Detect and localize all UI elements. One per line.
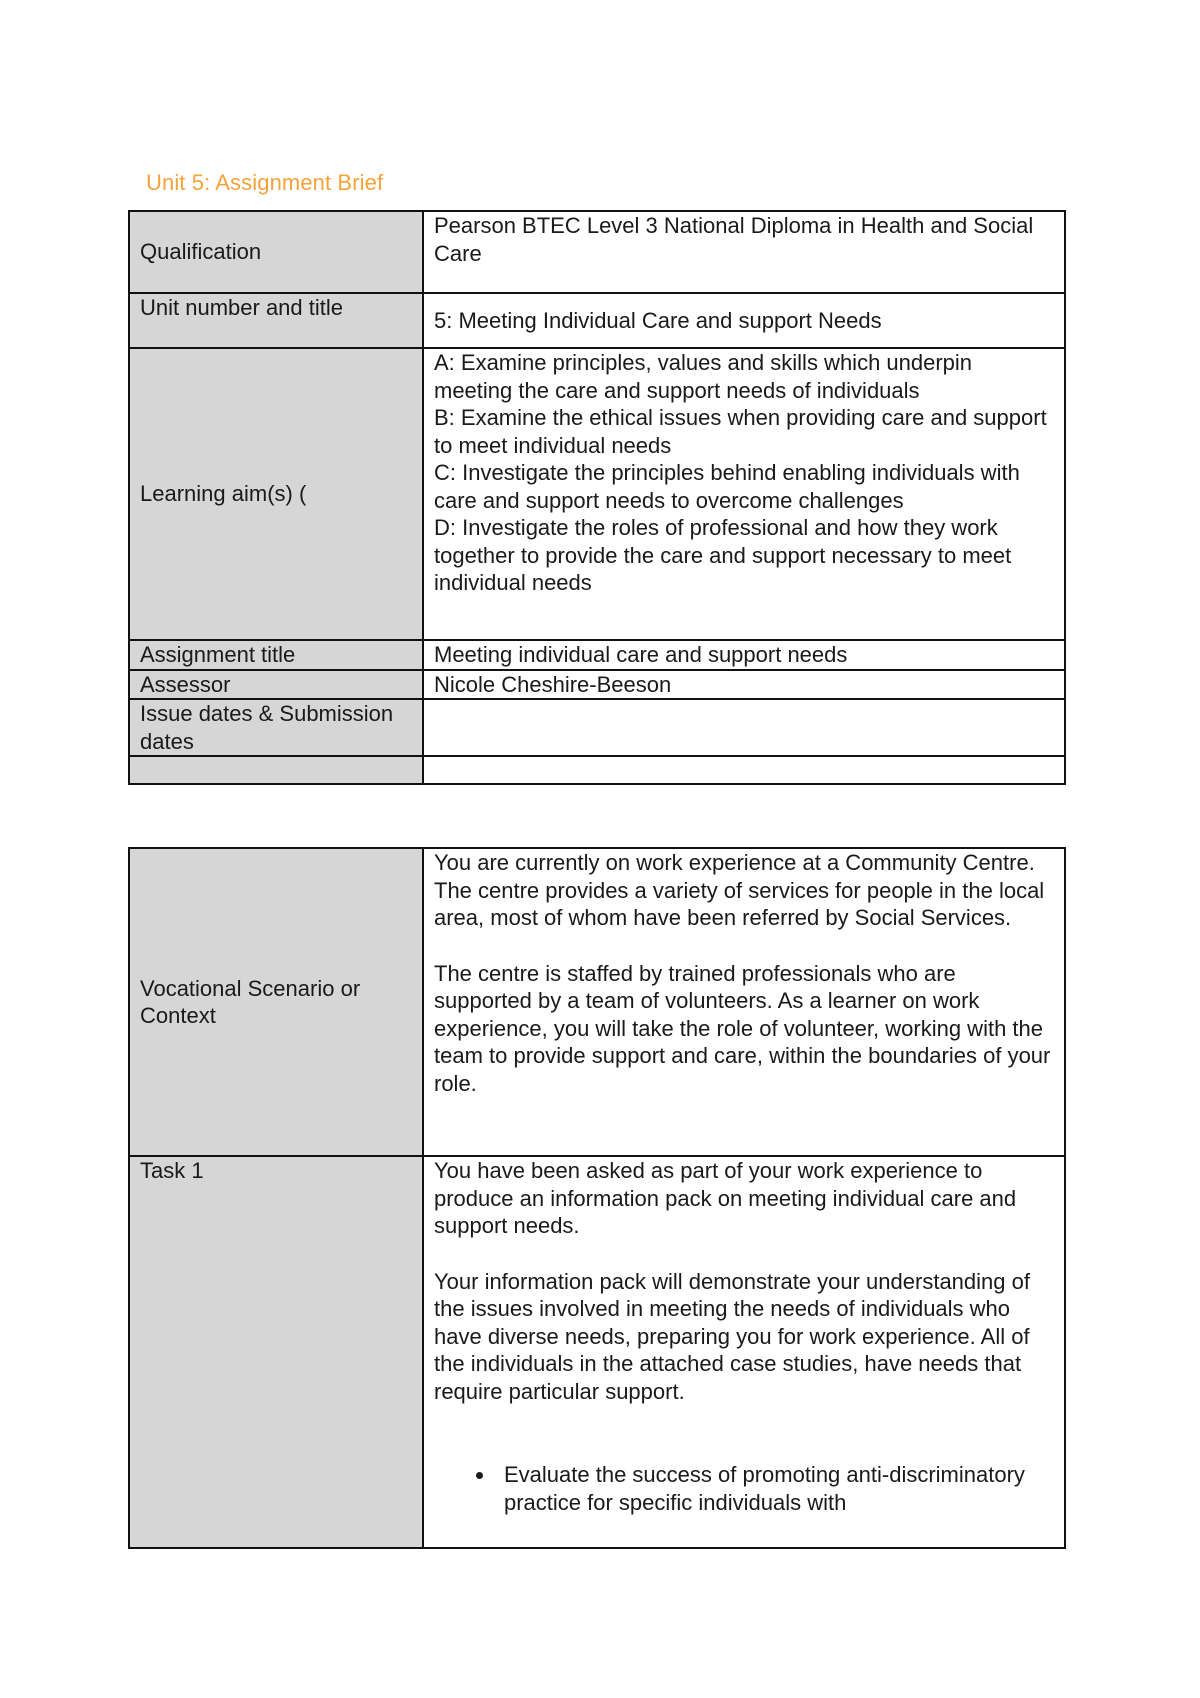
- learning-aims-label: Learning aim(s) (: [129, 348, 423, 640]
- task1-label: Task 1: [129, 1156, 423, 1548]
- assignment-title-label: Assignment title: [129, 640, 423, 670]
- scenario-label: Vocational Scenario or Context: [129, 848, 423, 1156]
- learning-aim-c: C: Investigate the principles behind enabling individuals with care and support needs to overcome challenges: [434, 460, 1020, 513]
- task1-bullet-list: [434, 1461, 1054, 1516]
- unit-label: Unit number and title: [129, 293, 423, 348]
- dates-row: [129, 699, 1065, 756]
- task1-bullet: • Evaluate the success of promoting anti-discriminatory practice for specific individuals with: [496, 1461, 1054, 1516]
- learning-aim-b: B: Examine the ethical issues when providing care and support to meet individual needs: [434, 405, 1047, 458]
- scenario-paragraph: You are currently on work experience at a Community Centre. The centre provides a variety of services for people in the local area, most of whom have been referred by Social Services.: [434, 850, 1045, 930]
- learning-aims-value: [423, 348, 1065, 640]
- assignment-title-row: [129, 640, 1065, 670]
- qualification-row: [129, 211, 1065, 293]
- assignment-brief-table: [128, 210, 1066, 785]
- blank-value-cell: [423, 756, 1065, 784]
- task1-paragraph: Your information pack will demonstrate your understanding of the issues involved in meeting the needs of individuals who have diverse needs, preparing you for work experience. All of the individuals in the attached case studies, have needs that require particular support.: [434, 1268, 1030, 1404]
- dates-label: Issue dates & Submission dates: [129, 699, 423, 756]
- learning-aim-d: D: Investigate the roles of professional and how they work together to provide the care and support necessary to meet individual needs: [434, 515, 1012, 595]
- blank-row: [129, 756, 1065, 784]
- assignment-title-value: Meeting individual care and support needs: [423, 640, 1065, 670]
- scenario-value: [423, 848, 1065, 1156]
- task1-value: [423, 1156, 1065, 1548]
- unit-value: 5: Meeting Individual Care and support Needs: [423, 293, 1065, 348]
- scenario-paragraph: The centre is staffed by trained professionals who are supported by a team of volunteers. As a learner on work experience, you will take the role of volunteer, working with the team to provide support and care, within the boundaries of your role.: [434, 960, 1051, 1096]
- assessor-label: Assessor: [129, 670, 423, 700]
- unit-row: [129, 293, 1065, 348]
- task1-paragraph: You have been asked as part of your work experience to produce an information pack on meeting individual care and support needs.: [434, 1158, 1017, 1238]
- scenario-row: [129, 848, 1065, 1156]
- blank-label-cell: [129, 756, 423, 784]
- dates-value: [423, 699, 1065, 756]
- learning-aim-a: A: Examine principles, values and skills which underpin meeting the care and support needs of individuals: [434, 350, 973, 403]
- qualification-label: Qualification: [129, 211, 423, 293]
- assessor-row: [129, 670, 1065, 700]
- scenario-table: [128, 847, 1066, 1549]
- page-title: Unit 5: Assignment Brief: [146, 170, 384, 195]
- assessor-value: Nicole Cheshire-Beeson: [423, 670, 1065, 700]
- qualification-value: Pearson BTEC Level 3 National Diploma in Health and Social Care: [423, 211, 1065, 293]
- task1-row: [129, 1156, 1065, 1548]
- learning-aims-row: [129, 348, 1065, 640]
